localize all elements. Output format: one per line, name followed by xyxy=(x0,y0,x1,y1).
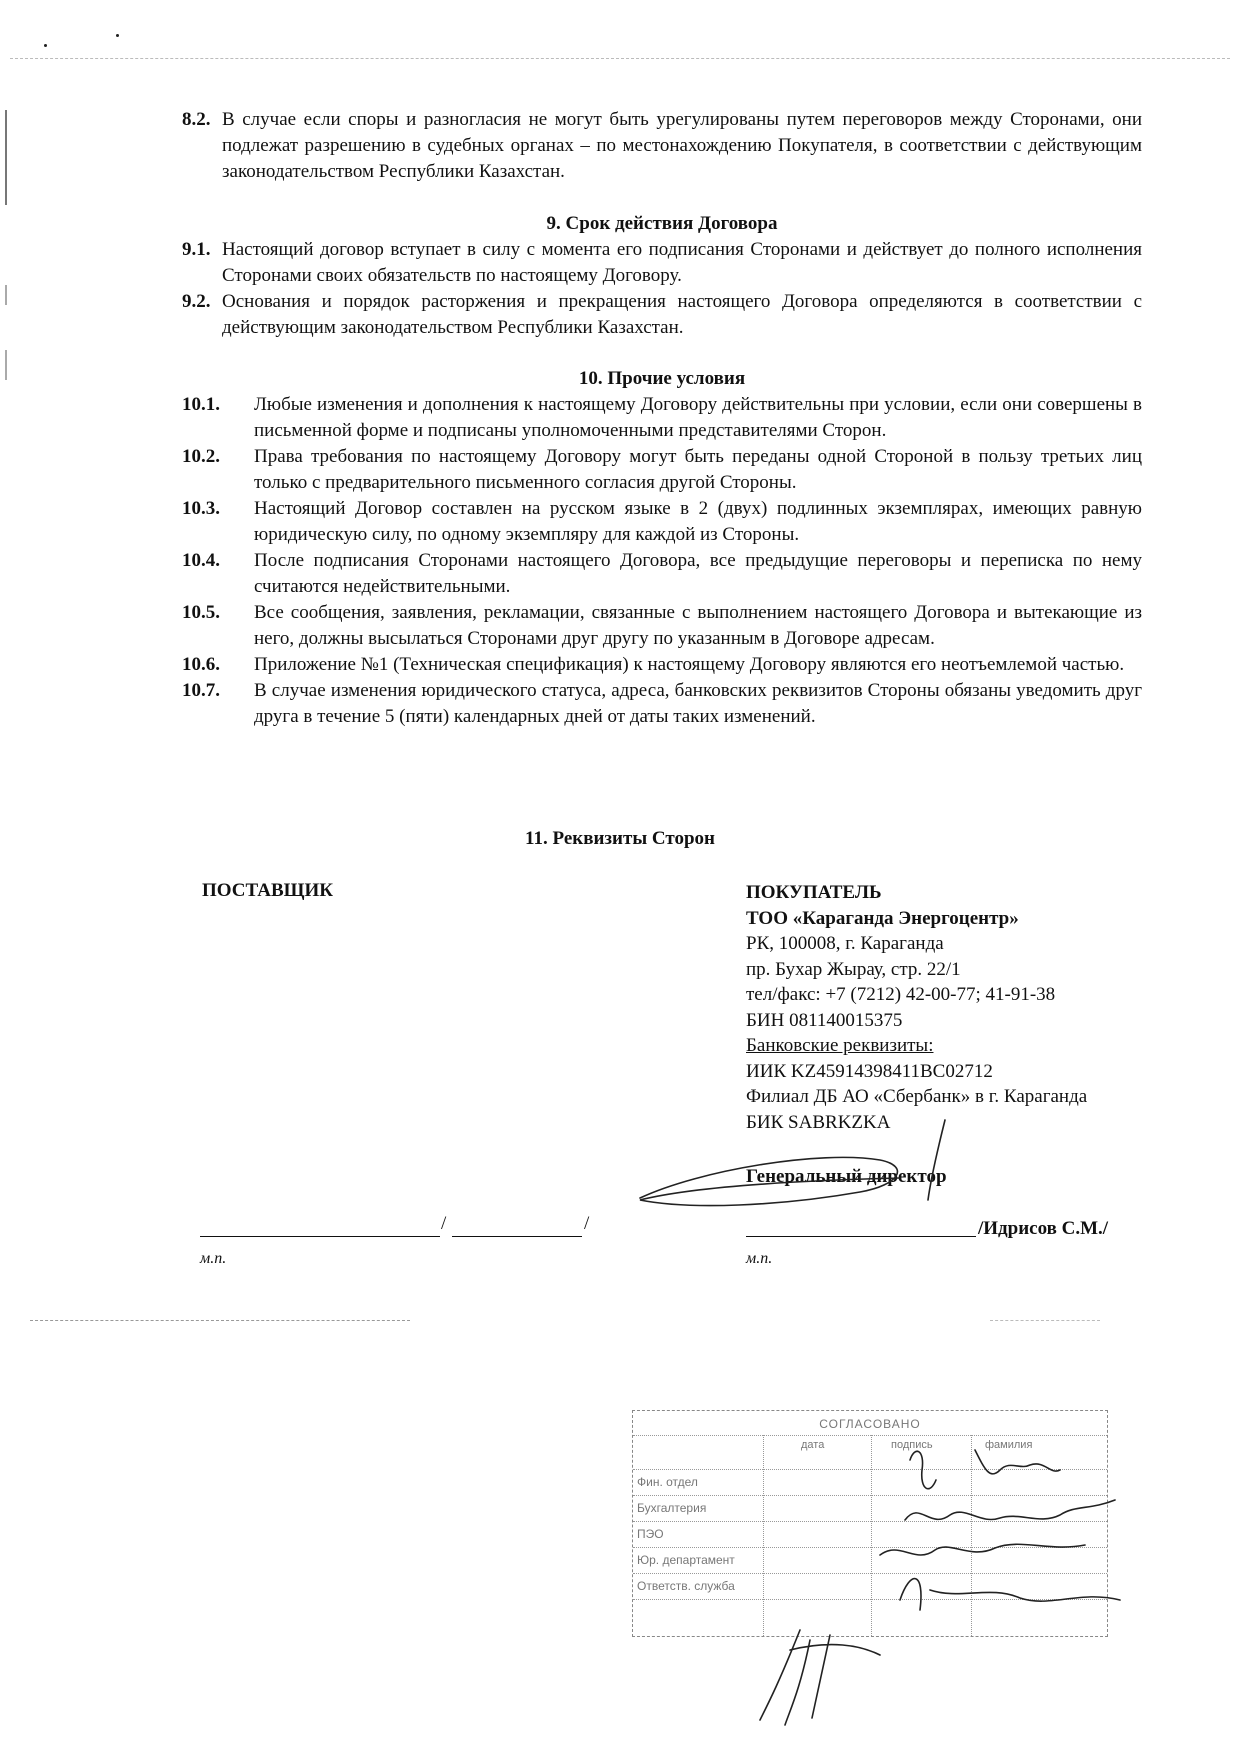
stamp-rule xyxy=(633,1469,1107,1470)
section-9 xyxy=(182,211,1142,341)
stamp-rule xyxy=(633,1495,1107,1496)
stamp-row-label: Фин. отдел xyxy=(637,1475,698,1489)
stamp-column-signature: подпись xyxy=(891,1439,933,1451)
signature-slash: / xyxy=(441,1213,447,1234)
buyer-bin: БИН 081140015375 xyxy=(746,1009,903,1031)
scan-edge-mark xyxy=(5,110,7,205)
scan-speck xyxy=(44,44,47,47)
clause-9-1 xyxy=(182,237,1142,289)
scan-edge-mark xyxy=(5,350,7,380)
clause-number: 9.1. xyxy=(182,239,211,260)
clause-text: Любые изменения и дополнения к настоящему Договору действительны при условии, если они совершены в письменной форме и подписаны уполномоченными представителями Сторон. xyxy=(254,394,1142,441)
clause-text: В случае если споры и разногласия не могут быть урегулированы путем переговоров между Сторонами, они подлежат разрешению в судебных органах – по местонахождению Покупателя, в соответствии с действующим законодательством Республики Казахстан. xyxy=(222,109,1142,182)
section-11-title: 11. Реквизиты Сторон xyxy=(525,828,715,849)
section-10-title: 10. Прочие условия xyxy=(578,368,746,389)
buyer-signature-line xyxy=(746,1236,976,1237)
buyer-seal-place: м.п. xyxy=(746,1250,773,1267)
section-8 xyxy=(182,107,1142,185)
clause-text: Настоящий договор вступает в силу с момента его подписания Сторонами и действует до полного исполнения Сторонами своих обязательств по настоящему Договору. xyxy=(222,239,1142,286)
clause-10-7 xyxy=(182,678,1142,730)
clause-10-6 xyxy=(182,652,1142,678)
clause-text: В случае изменения юридического статуса, адреса, банковских реквизитов Стороны обязаны уведомить друг друга в течение 5 (пяти) календарных дней от даты таких изменений. xyxy=(254,680,1142,727)
buyer-name: ТОО «Караганда Энергоцентр» xyxy=(746,907,1019,929)
scan-edge-mark xyxy=(5,285,7,305)
buyer-phone: тел/факс: +7 (7212) 42-00-77; 41-91-38 xyxy=(746,984,1056,1005)
stamp-rule xyxy=(971,1435,972,1636)
clause-text: После подписания Сторонами настоящего Договора, все предыдущие переговоры и переписка по нему считаются недействительными. xyxy=(254,550,1142,597)
clause-text: Основания и порядок расторжения и прекращения настоящего Договора определяются в соответствии с действующим законодательством Республики Казахстан. xyxy=(222,291,1142,338)
stamp-row-label: Ответств. служба xyxy=(637,1579,735,1593)
stamp-signature-5 xyxy=(760,1630,880,1725)
clause-text: Настоящий Договор составлен на русском языке в 2 (двух) подлинных экземплярах, имеющих равную юридическую силу, по одному экземпляру для каждой из Стороны. xyxy=(254,498,1142,545)
buyer-address-line2: пр. Бухар Жырау, стр. 22/1 xyxy=(746,958,961,980)
stamp-title: СОГЛАСОВАНО xyxy=(819,1417,921,1431)
clause-number: 10.7. xyxy=(182,680,220,701)
signature-slash: / xyxy=(584,1213,590,1234)
scan-speck xyxy=(116,34,119,37)
stamp-row-label: Бухгалтерия xyxy=(637,1501,707,1515)
supplier-name-line xyxy=(452,1236,582,1237)
clause-10-4 xyxy=(182,548,1142,600)
clause-8-2 xyxy=(182,107,1142,185)
clause-number: 10.3. xyxy=(182,498,220,519)
clause-number: 10.6. xyxy=(182,654,220,675)
clause-number: 8.2. xyxy=(182,109,211,130)
clause-10-3 xyxy=(182,496,1142,548)
scan-dashed-line-top xyxy=(10,58,1230,59)
director-title: Генеральный директор xyxy=(746,1166,947,1187)
clause-number: 10.2. xyxy=(182,446,220,467)
scan-dashed-line xyxy=(30,1320,410,1321)
approval-stamp xyxy=(632,1410,1108,1637)
buyer-bik: БИК SABRKZKA xyxy=(746,1111,891,1133)
buyer-details xyxy=(746,880,1087,1135)
stamp-rule xyxy=(763,1435,764,1636)
section-9-title: 9. Срок действия Договора xyxy=(546,213,778,234)
stamp-row-label: ПЭО xyxy=(637,1527,664,1541)
clause-10-1 xyxy=(182,392,1142,444)
director-name: /Идрисов С.М./ xyxy=(978,1218,1109,1239)
stamp-rule xyxy=(871,1435,872,1636)
stamp-column-surname: фамилия xyxy=(985,1439,1033,1451)
stamp-rule xyxy=(633,1573,1107,1574)
buyer-iik: ИИК KZ45914398411BC02712 xyxy=(746,1060,993,1082)
buyer-bank: Филиал ДБ АО «Сбербанк» в г. Караганда xyxy=(746,1086,1088,1107)
bank-details-label: Банковские реквизиты: xyxy=(746,1035,934,1056)
clause-10-2 xyxy=(182,444,1142,496)
clause-number: 9.2. xyxy=(182,291,211,312)
buyer-address-line1: РК, 100008, г. Караганда xyxy=(746,933,944,954)
clause-number: 10.5. xyxy=(182,602,220,623)
scan-dashed-line xyxy=(990,1320,1100,1321)
supplier-label: ПОСТАВЩИК xyxy=(202,880,334,901)
clause-text: Приложение №1 (Техническая спецификация) к настоящему Договору являются его неотъемлемой частью. xyxy=(254,654,1125,675)
stamp-row-label: Юр. департамент xyxy=(637,1553,735,1567)
supplier-signature-line xyxy=(200,1236,440,1237)
clause-text: Все сообщения, заявления, рекламации, связанные с выполнением настоящего Договора и вытекающие из него, должны высылаться Сторонами друг другу по указанным в Договоре адресам. xyxy=(254,602,1142,649)
stamp-rule xyxy=(633,1521,1107,1522)
supplier-seal-place: м.п. xyxy=(200,1250,227,1267)
clause-9-2 xyxy=(182,289,1142,341)
clause-text: Права требования по настоящему Договору могут быть переданы одной Стороной в пользу третьих лиц только с предварительного письменного согласия другой Стороны. xyxy=(254,446,1142,493)
clause-10-5 xyxy=(182,600,1142,652)
buyer-label: ПОКУПАТЕЛЬ xyxy=(746,882,882,903)
stamp-rule xyxy=(633,1435,1107,1436)
clause-number: 10.4. xyxy=(182,550,220,571)
stamp-column-date: дата xyxy=(801,1439,825,1451)
stamp-rule xyxy=(633,1599,1107,1600)
clause-number: 10.1. xyxy=(182,394,220,415)
section-10 xyxy=(182,366,1142,730)
stamp-rule xyxy=(633,1547,1107,1548)
